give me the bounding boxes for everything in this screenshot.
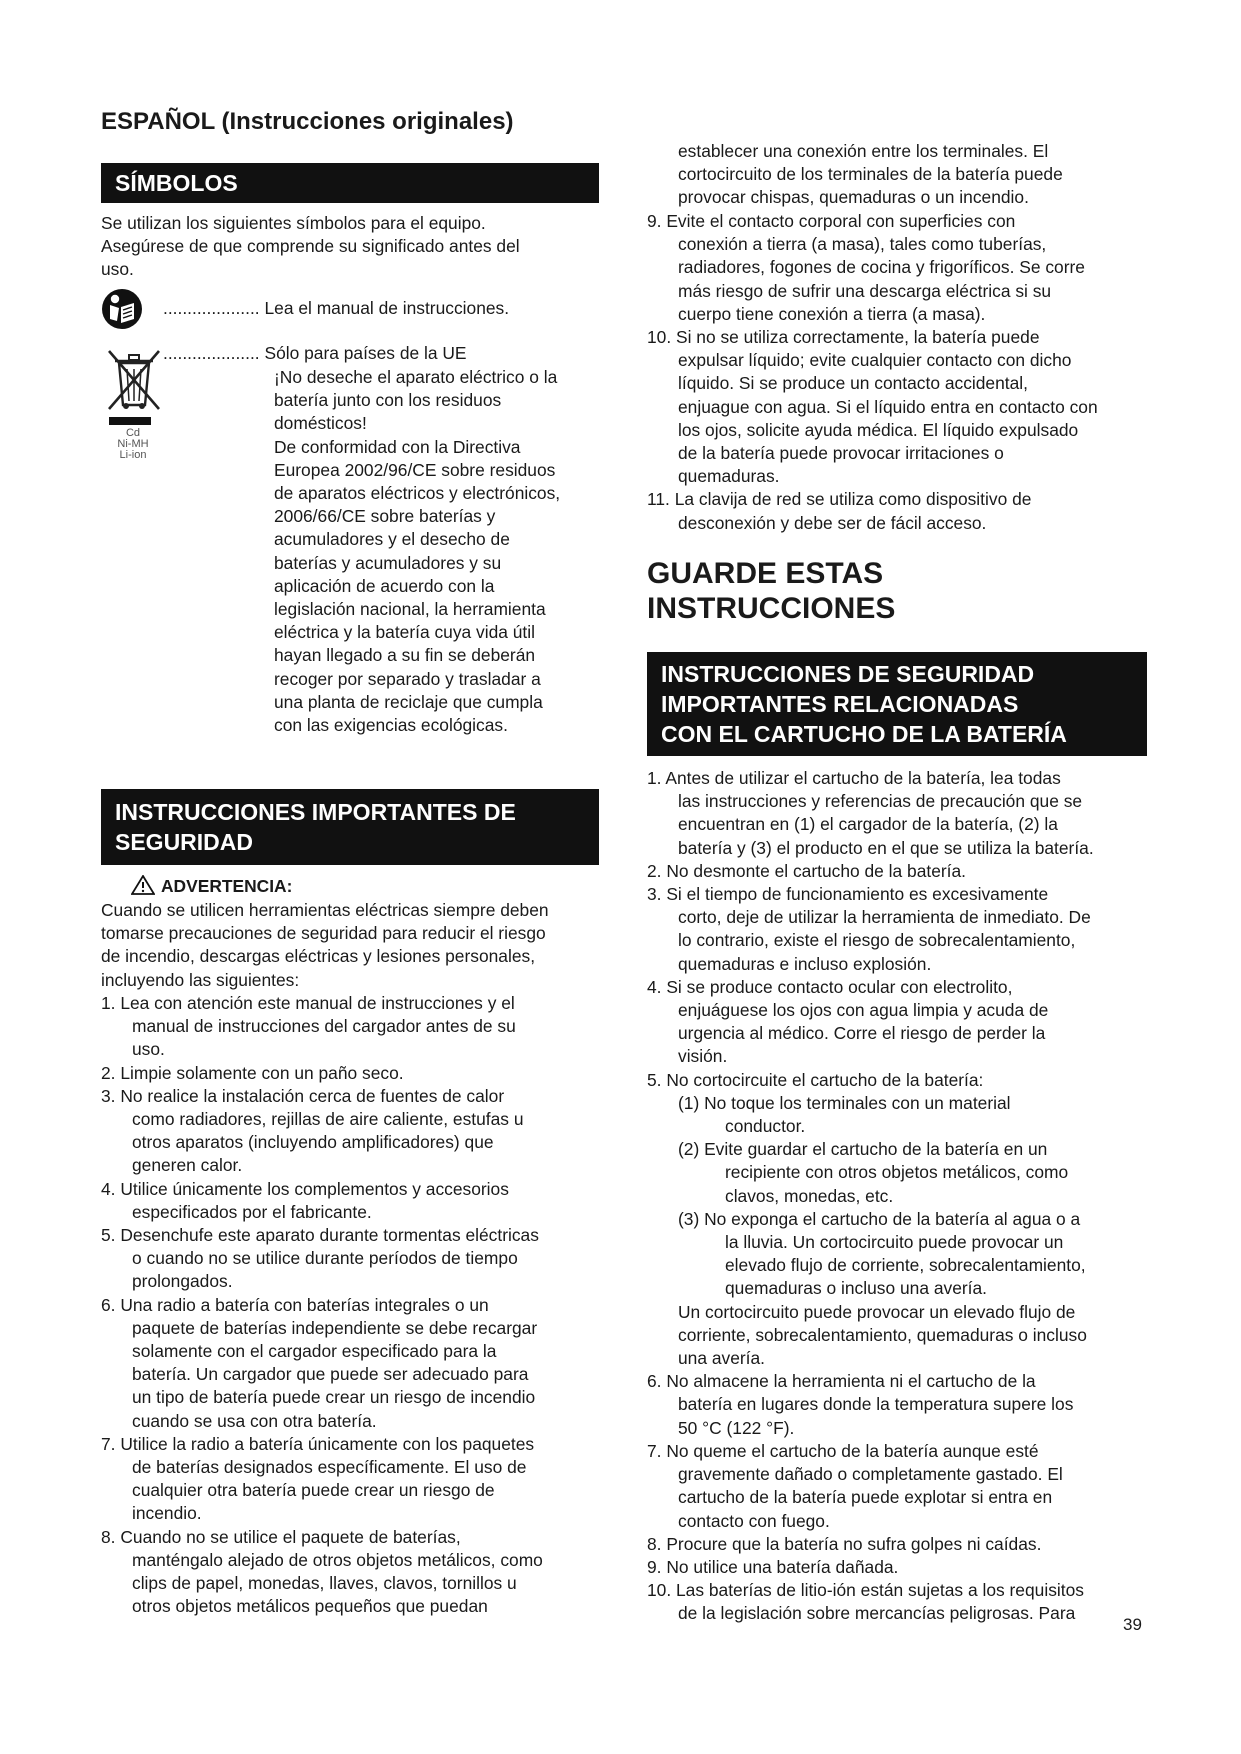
item-line: conexión a tierra (a masa), tales como tuberías, xyxy=(678,234,1047,255)
item-line: cuando se usa con otra batería. xyxy=(132,1410,377,1431)
battery-label-nimh: Ni-MH xyxy=(117,438,149,450)
eu-symbol-text: Sólo para países de la UE xyxy=(264,343,467,363)
item-line: una avería. xyxy=(678,1348,766,1369)
item-line: desconexión y debe ser de fácil acceso. xyxy=(678,512,987,533)
text-line: uso. xyxy=(101,259,134,280)
item-line: corriente, sobrecalentamiento, quemaduras o incluso xyxy=(678,1324,1087,1345)
item-line: uso. xyxy=(132,1039,165,1060)
battery-safety-heading xyxy=(647,652,1147,756)
text-line: recoger por separado y trasladar a xyxy=(274,668,541,689)
item-line: 8. Procure que la batería no sufra golpes ni caídas. xyxy=(647,1533,1042,1554)
crossed-out-bin-icon xyxy=(105,345,163,411)
manual-symbol-row xyxy=(163,297,509,320)
item-line: más riesgo de sufrir una descarga eléctrica si su xyxy=(678,280,1052,301)
item-line: como radiadores, rejillas de aire caliente, estufas u xyxy=(132,1109,524,1130)
text-line: ¡No deseche el aparato eléctrico o la xyxy=(274,367,558,387)
item-line: 3. Si el tiempo de funcionamiento es excesivamente xyxy=(647,884,1049,905)
item-line: visión. xyxy=(678,1046,728,1067)
item-line: cartucho de la batería puede explotar si entra en xyxy=(678,1487,1053,1508)
item-line: especificados por el fabricante. xyxy=(132,1201,372,1222)
text-line: domésticos! xyxy=(274,413,367,434)
battery-list xyxy=(647,767,1094,1626)
eu-disposal-text xyxy=(274,366,560,737)
safety-heading-line: SEGURIDAD xyxy=(115,829,254,855)
symbols-intro xyxy=(101,212,520,282)
text-line: de incendio, descargas eléctricas y lesiones personales, xyxy=(101,946,536,967)
subitem-line: quemaduras o incluso una avería. xyxy=(725,1278,987,1299)
item-line: 5. No cortocircuite el cartucho de la batería: xyxy=(647,1069,984,1090)
weee-bar xyxy=(109,417,151,425)
item-line: gravemente dañado o completamente gastado. El xyxy=(678,1464,1063,1485)
item-line: expulsar líquido; evite cualquier contacto con dicho xyxy=(678,350,1072,371)
item-line: 7. Utilice la radio a batería únicamente con los paquetes xyxy=(101,1433,535,1454)
text-line: De conformidad con la Directiva xyxy=(274,436,521,457)
item-line: 6. Una radio a batería con baterías integrales o un xyxy=(101,1294,489,1315)
text-line: de aparatos eléctricos y electrónicos, xyxy=(274,483,561,504)
list-item xyxy=(647,326,1098,488)
battery-heading-line: IMPORTANTES RELACIONADAS xyxy=(661,691,1019,717)
item-line: de la legislación sobre mercancías peligrosas. Para xyxy=(678,1603,1076,1624)
item-line: incendio. xyxy=(132,1503,202,1524)
item-line: urgencia al médico. Corre el riesgo de perder la xyxy=(678,1023,1046,1044)
item-line: líquido. Si se produce un contacto accidental, xyxy=(678,373,1028,394)
item-line: batería y (3) el producto en el que se utiliza la batería. xyxy=(678,837,1094,858)
subitem-line: clavos, monedas, etc. xyxy=(725,1185,894,1206)
safety-list xyxy=(101,992,543,1618)
text-line: una planta de reciclaje que cumpla xyxy=(274,691,543,712)
leader-dots: .................... xyxy=(163,343,260,363)
text-line: legislación nacional, la herramienta xyxy=(274,599,546,620)
list-item xyxy=(647,1069,1094,1371)
text-line: cortocircuito de los terminales de la batería puede xyxy=(678,164,1063,185)
list-item xyxy=(647,1556,1094,1579)
text-line: batería junto con los residuos xyxy=(274,390,502,411)
text-line: tomarse precauciones de seguridad para reducir el riesgo xyxy=(101,923,546,944)
list-item xyxy=(647,767,1094,860)
list-item xyxy=(101,1062,543,1085)
item-line: otros objetos metálicos pequeños que puedan xyxy=(132,1596,488,1617)
item-line: 10. Si no se utiliza correctamente, la batería puede xyxy=(647,327,1040,348)
item-line: 6. No almacene la herramienta ni el cartucho de la xyxy=(647,1371,1036,1392)
item-line: 2. Limpie solamente con un paño seco. xyxy=(101,1062,404,1083)
item-line: 5. Desenchufe este aparato durante tormentas eléctricas xyxy=(101,1225,539,1246)
list-item xyxy=(647,976,1094,1069)
item-line: 10. Las baterías de litio-ión están sujetas a los requisitos xyxy=(647,1580,1084,1601)
item-line: de baterías designados específicamente. El uso de xyxy=(132,1457,527,1478)
list-item xyxy=(101,1085,543,1178)
text-line: hayan llegado a su fin se deberán xyxy=(274,645,536,666)
text-line: 2006/66/CE sobre baterías y xyxy=(274,506,496,527)
item-line: quemaduras. xyxy=(678,466,780,487)
subitem-line: la lluvia. Un cortocircuito puede provocar un xyxy=(725,1232,1064,1253)
list-item xyxy=(101,992,543,1062)
item-line: paquete de baterías independiente se debe recargar xyxy=(132,1317,538,1338)
list-item xyxy=(647,1370,1094,1440)
title-line: INSTRUCCIONES xyxy=(647,592,896,625)
text-line: Se utilizan los siguientes símbolos para el equipo. xyxy=(101,213,486,233)
warning-label: ADVERTENCIA: xyxy=(161,876,293,896)
text-line: Cuando se utilicen herramientas eléctricas siempre deben xyxy=(101,900,549,920)
item-line: batería. Un cargador que puede ser adecuado para xyxy=(132,1364,529,1385)
item-line: prolongados. xyxy=(132,1271,233,1292)
list-item xyxy=(647,488,1098,534)
subitem-line: elevado flujo de corriente, sobrecalentamiento, xyxy=(725,1255,1086,1276)
item-line: cuerpo tiene conexión a tierra (a masa). xyxy=(678,303,986,324)
text-line: aplicación de acuerdo con la xyxy=(274,575,495,596)
read-manual-icon xyxy=(101,288,143,330)
item-line: 3. No realice la instalación cerca de fuentes de calor xyxy=(101,1085,505,1106)
battery-heading-line: INSTRUCCIONES DE SEGURIDAD xyxy=(661,661,1035,687)
safety-heading xyxy=(101,789,599,865)
safety-heading-line: INSTRUCCIONES IMPORTANTES DE xyxy=(115,799,516,825)
item-line: contacto con fuego. xyxy=(678,1510,830,1531)
list-item xyxy=(101,1526,543,1619)
subitem-line: (1) No toque los terminales con un material xyxy=(678,1092,1011,1113)
item-line: 1. Lea con atención este manual de instrucciones y el xyxy=(101,993,515,1013)
item-line: otros aparatos (incluyendo amplificadores) que xyxy=(132,1132,494,1153)
text-line: eléctrica y la batería cuya vida útil xyxy=(274,622,535,643)
item-line: 8. Cuando no se utilice el paquete de baterías, xyxy=(101,1526,461,1547)
item-line: los ojos, solicite ayuda médica. El líquido expulsado xyxy=(678,419,1079,440)
list-item xyxy=(647,1579,1094,1625)
subitem-line: recipiente con otros objetos metálicos, como xyxy=(725,1162,1069,1183)
item-line: encuentran en (1) el cargador de la batería, (2) la xyxy=(678,814,1058,835)
symbols-heading xyxy=(101,163,599,203)
item-line: manténgalo alejado de otros objetos metálicos, como xyxy=(132,1549,543,1570)
item8-continued xyxy=(678,140,1063,210)
text-line: provocar chispas, quemaduras o un incendio. xyxy=(678,187,1029,208)
item-line: solamente con el cargador especificado para la xyxy=(132,1341,497,1362)
item-line: cualquier otra batería puede crear un riesgo de xyxy=(132,1480,495,1501)
warning-triangle-icon xyxy=(131,875,155,895)
battery-label-cd: Cd xyxy=(125,427,141,439)
text-line: baterías y acumuladores y su xyxy=(274,552,502,573)
text-line: incluyendo las siguientes: xyxy=(101,969,300,990)
text-line: acumuladores y el desecho de xyxy=(274,529,510,550)
text-line: Europea 2002/96/CE sobre residuos xyxy=(274,459,556,480)
item-line: quemaduras e incluso explosión. xyxy=(678,953,932,974)
item-line: 11. La clavija de red se utiliza como dispositivo de xyxy=(647,489,1032,510)
item-line: de la batería puede provocar irritaciones o xyxy=(678,443,1004,464)
list-item xyxy=(647,883,1094,976)
manual-symbol-text: Lea el manual de instrucciones. xyxy=(264,298,510,318)
safety-list-continued xyxy=(647,210,1098,535)
language-title: ESPAÑOL (Instrucciones originales) xyxy=(101,108,514,135)
symbols-heading-text: SÍMBOLOS xyxy=(115,170,238,196)
subitem-line: conductor. xyxy=(725,1116,806,1137)
item-line: 4. Utilice únicamente los complementos y accesorios xyxy=(101,1178,509,1199)
item-line: Un cortocircuito puede provocar un elevado flujo de xyxy=(678,1301,1076,1322)
subitem-line: (3) No exponga el cartucho de la batería al agua o a xyxy=(678,1208,1081,1229)
item-line: batería en lugares donde la temperatura supere los xyxy=(678,1394,1074,1415)
battery-label-liion: Li-ion xyxy=(119,449,147,461)
item-line: 9. No utilice una batería dañada. xyxy=(647,1556,899,1577)
list-item xyxy=(101,1433,543,1526)
battery-chemistry-icon xyxy=(111,428,155,461)
subitem-line: (2) Evite guardar el cartucho de la batería en un xyxy=(678,1139,1048,1160)
item-line: 4. Si se produce contacto ocular con electrolito, xyxy=(647,976,1013,997)
text-line: Asegúrese de que comprende su significado antes del xyxy=(101,236,520,257)
list-item xyxy=(647,860,1094,883)
leader-dots: .................... xyxy=(163,298,260,318)
item-line: enjuague con agua. Si el líquido entra en contacto con xyxy=(678,396,1098,417)
item-line: un tipo de batería puede crear un riesgo de incendio xyxy=(132,1387,536,1408)
item-line: corto, deje de utilizar la herramienta de inmediato. De xyxy=(678,907,1091,928)
warning-label-row xyxy=(101,875,292,898)
list-item xyxy=(101,1178,543,1224)
text-line: con las exigencias ecológicas. xyxy=(274,715,508,736)
item-line: 2. No desmonte el cartucho de la batería. xyxy=(647,860,967,881)
list-item xyxy=(101,1294,543,1433)
text-line: establecer una conexión entre los terminales. El xyxy=(678,141,1049,161)
title-line: GUARDE ESTAS xyxy=(647,557,884,590)
item-line: 7. No queme el cartucho de la batería aunque esté xyxy=(647,1440,1039,1461)
page-number: 39 xyxy=(1123,1615,1142,1634)
item-line: lo contrario, existe el riesgo de sobrecalentamiento, xyxy=(678,930,1076,951)
battery-heading-line: CON EL CARTUCHO DE LA BATERÍA xyxy=(661,721,1067,747)
warning-text xyxy=(101,899,549,992)
eu-symbol-row xyxy=(163,342,467,365)
item-line: las instrucciones y referencias de precaución que se xyxy=(678,791,1083,812)
list-item xyxy=(647,1440,1094,1533)
list-item xyxy=(647,1533,1094,1556)
save-instructions-title xyxy=(647,556,895,626)
list-item xyxy=(101,1224,543,1294)
item-line: clips de papel, monedas, llaves, clavos, tornillos u xyxy=(132,1573,517,1594)
item-line: manual de instrucciones del cargador antes de su xyxy=(132,1016,516,1037)
item-line: 9. Evite el contacto corporal con superficies con xyxy=(647,211,1016,231)
item-line: enjuáguese los ojos con agua limpia y acuda de xyxy=(678,1000,1049,1021)
list-item xyxy=(647,210,1098,326)
item-line: radiadores, fogones de cocina y frigoríficos. Se corre xyxy=(678,257,1085,278)
item-line: o cuando no se utilice durante períodos de tiempo xyxy=(132,1248,518,1269)
item-line: 1. Antes de utilizar el cartucho de la batería, lea todas xyxy=(647,768,1061,788)
item-line: generen calor. xyxy=(132,1155,243,1176)
item-line: 50 °C (122 °F). xyxy=(678,1417,795,1438)
